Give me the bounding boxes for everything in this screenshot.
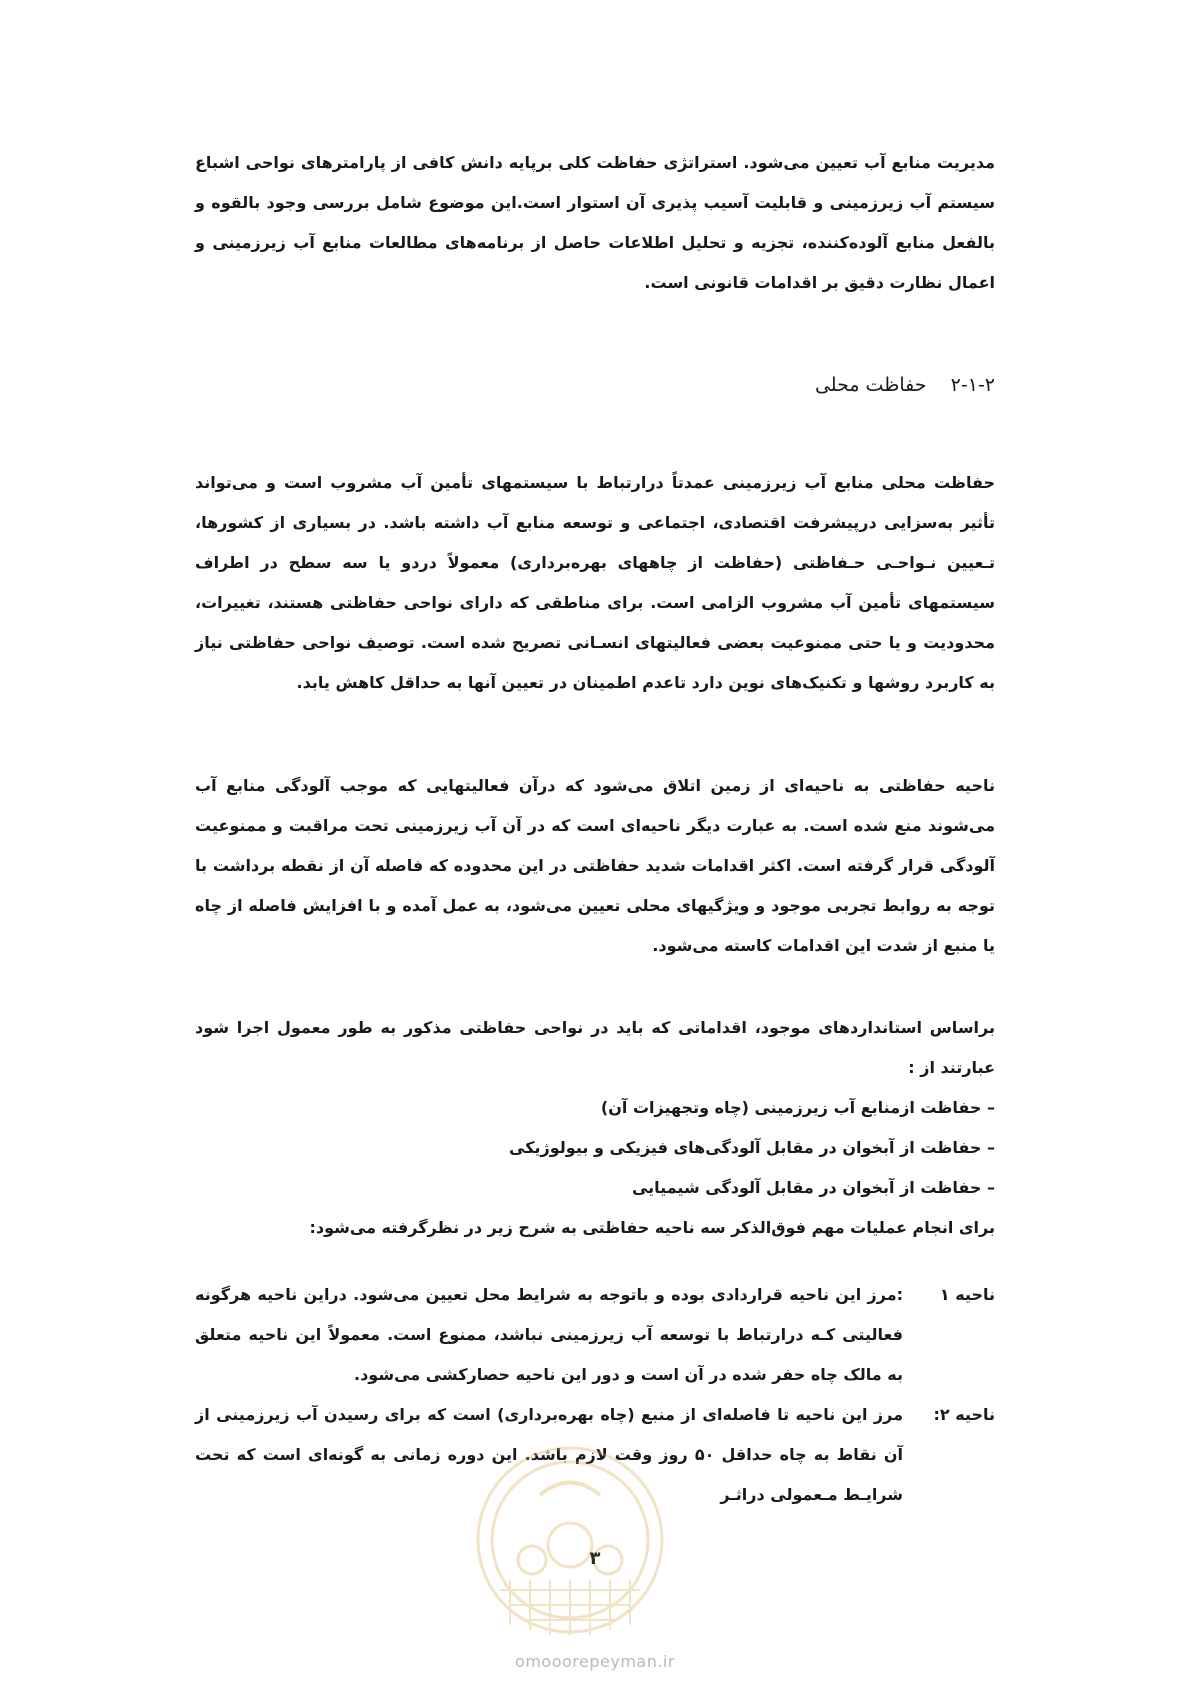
intro-paragraph (195, 143, 995, 303)
watermark-url: omooorepeyman.ir (515, 1652, 675, 1671)
bullet-item: – حفاظت ازمنابع آب زیرزمینی (چاه وتجهیزات آن) (600, 1098, 995, 1117)
paragraph-text: حفاظت محلی منابع آب زیرزمینی عمدتاً درارتباط با سیستمهای تأمین آب مشروب است و می‌تواند تأثیر به‌سزایی درپیشرفت اقتصادی، اجتماعی و توسعه منابع آب داشته باشد. در بسیاری از کشورها، تـعیین نـواحـی حـفاظتی (حفاظت از چاههای بهره‌برداری) معمولاً دردو یا سه سطح در اطراف سیستمهای تأمین آب مشروب الزامی است. برای مناطقی که دارای نواحی حفاظتی هستند، تغییرات، محدودیت و یا حتی ممنوعیت بعضی فعالیتهای انسـانی تصریح شده است. توصیف نواحی حفاظتی نیاز به کاربرد روشها و تکنیک‌های نوین دارد تاعدم اطمینان در تعیین آنها به حداقل کاهش یابد. (195, 473, 995, 692)
standards-paragraph (195, 1008, 995, 1248)
watermark-seal-icon (470, 1440, 670, 1650)
zone-label: ناحیه ۲: (933, 1405, 995, 1424)
page-number: ۳ (589, 1548, 601, 1569)
standards-outro: برای انجام عملیات مهم فوق‌الذکر سه ناحیه حفاظتی به شرح زیر در نظرگرفته می‌شود: (309, 1218, 995, 1237)
section-title: حفاظت محلی (814, 374, 927, 396)
zone-label: ناحیه ۱ (939, 1285, 995, 1304)
paragraph-text: ناحیه حفاظتی به ناحیه‌ای از زمین اتلاق می‌شود که درآن فعالیتهایی که موجب آلودگی منابع آب می‌شوند منع شده است. به عبارت دیگر ناحیه‌ای است که در آن آب زیرزمینی تحت مراقبت و ممنوعیت آلودگی قرار گرفته است. اکثر اقدامات شدید حفاظتی در این محدوده که فاصله آن از نقطه برداشت با توجه به روابط تجربی موجود و ویژگیهای محلی تعیین می‌شود، به عمل آمده و با افزایش فاصله از چاه یا منبع از شدت این اقدامات کاسته می‌شود. (195, 776, 995, 955)
zone-description: :مرز این ناحیه قراردادی بوده و باتوجه به شرایط محل تعیین می‌شود. دراین ناحیه هرگونه فعالیتی کـه درارتباط با توسعه آب زیرزمینی نباشد، ممنوع است. معمولاً این ناحیه متعلق به مالک چاه حفر شده در آن است و دور این ناحیه حصارکشی می‌شود. (195, 1285, 903, 1384)
protection-zone-paragraph (195, 766, 995, 966)
bullet-item: – حفاظت از آبخوان در مقابل آلودگی شیمیایی (631, 1178, 995, 1197)
zone-item (195, 1275, 995, 1395)
bullet-item: – حفاظت از آبخوان در مقابل آلودگی‌های فیزیکی و بیولوژیکی (509, 1138, 995, 1157)
zone-description: مرز این ناحیه تا فاصله‌ای از منبع (چاه بهره‌برداری) است که برای رسیدن آب زیرزمینی از آن نقاط به چاه حداقل ۵۰ روز وقت لازم باشد. این دوره زمانی به گونه‌ای است که تحت شرایـط مـعمولی دراثـر (195, 1405, 904, 1504)
local-protection-paragraph (195, 463, 995, 703)
section-heading (195, 370, 995, 400)
standards-intro: براساس استانداردهای موجود، اقداماتی که باید در نواحی حفاظتی مذکور به طور معمول اجرا شود عبارتند از : (195, 1018, 995, 1077)
intro-text: مدیریت منابع آب تعیین می‌شود. استراتژی حفاظت کلی برپایه دانش کافی از پارامترهای نواحی اشباع سیستم آب زیرزمینی و قابلیت آسیب پذیری آن استوار است.این موضوع شامل بررسی وجود بالقوه و بالفعل منابع آلوده‌کننده، تجزیه و تحلیل اطلاعات حاصل از برنامه‌های مطالعات منابع آب زیرزمینی و اعمال نظارت دقیق بر اقدامات قانونی است. (195, 153, 995, 292)
section-number: ۲-۱-۲ (950, 374, 995, 396)
